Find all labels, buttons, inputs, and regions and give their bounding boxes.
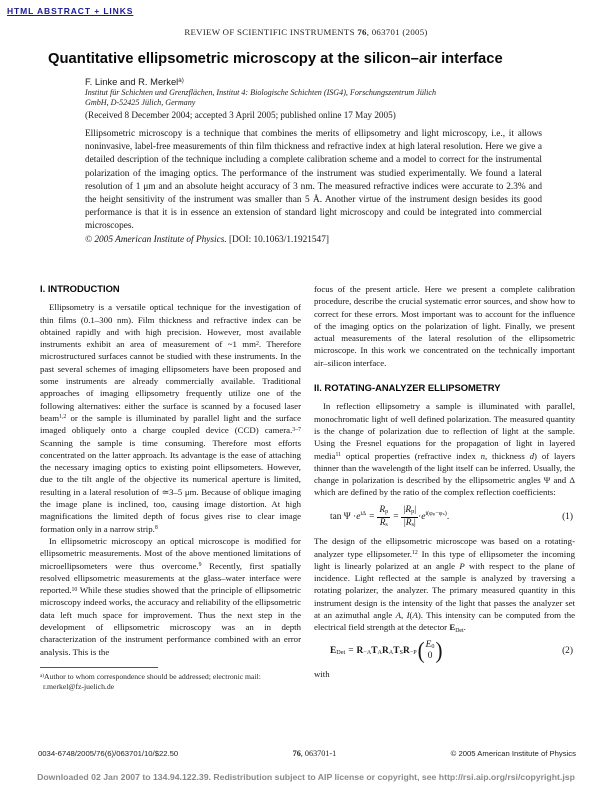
authors-line — [85, 76, 184, 87]
doi-text: [DOI: 10.1063/1.1921547] — [226, 234, 329, 245]
download-notice: Downloaded 02 Jan 2007 to 134.94.122.39. Redistribution subject to AIP license or copyright, see http://rsi.aip.org/rsi/copyright.jsp — [37, 772, 575, 782]
article-title: Quantitative ellipsometric microscopy at the silicon–air interface — [48, 51, 503, 67]
journal-name: REVIEW OF SCIENTIFIC INSTRUMENTS — [184, 27, 355, 37]
fraction: $\frac{R_p}{R_s}$ — [379, 504, 389, 529]
affiliation-line-1: Institut für Schichten und Grenzflächen, Institut 4: Biologische Schichten (ISG4), Forschungszentrum Jülich — [85, 88, 437, 97]
with-text: with — [314, 669, 330, 680]
fraction: $\frac{|R_p|}{|R_s|}$ — [403, 504, 417, 529]
section-heading-rotating-analyzer: II. ROTATING-ANALYZER ELLIPSOMETRY — [314, 382, 501, 394]
equation-2 — [314, 636, 575, 664]
html-abstract-links-link[interactable]: HTML ABSTRACT + LINKS — [7, 6, 134, 16]
copyright-doi-line — [85, 234, 542, 247]
received-dates-line: (Received 8 December 2004; accepted 3 April 2005; published online 17 May 2005) — [85, 110, 396, 120]
copyright-text: © 2005 American Institute of Physics. — [85, 234, 227, 245]
section2-paragraph-2: The design of the ellipsometric microscope was based on a rotating-analyzer type ellipsometer.$^{12}$ In this type of ellipsometer the incoming light is linearly polarized at an angle P with respect to the plane of incidence. Light reflected at the sample is analyzed by traversing a rotating polarizer, the analyzer. The primary measured quantity in this instrument design is the intensity of the light that passes the analyzer set at an azimuthal angle A, I(A). This intensity can be computed from the electrical field strength at the detector $E_{Det}$. — [314, 536, 576, 634]
section2-paragraph-1: In reflection ellipsometry a sample is illuminated with parallel, monochromatic light of well defined polarization. The measured quantity is the change of polarization due to reflection of light at the sample. Using the Fresnel equations for the propagation of light in layered media$^{11}$ optical properties (refractive index n, thickness d) of layers thinner than the wavelength of the light itself can be inferred. Usually, the change in polarization is described by the ellipsometric angles Ψ and Δ which are defined by the ratio of the complex reflection coefficients: — [314, 401, 575, 498]
journal-header — [0, 27, 612, 37]
abstract-text: Ellipsometric microscopy is a technique that combines the merits of ellipsometry and light microscopy, i.e., it allows noninvasive, label-free measurements of thin film thickness and refractive index at high lateral resolution. Here we give a detailed description of the technique including a complete calibration scheme and a model to correct for the instrumental polarization of the imaging optics. The performance of the instrument was studied experimentally. We found a lateral resolution of 1 μm and an absolute height accuracy of 3 nm. The measured refractive indices were accurate to 2.3% and the height sensitivity of the instrument was smaller than 5 Å. Another virtue of the instrument design besides its good performance is that it is in essence an extension of standard light microscopy and could be integrated into commercial microscopes. — [85, 129, 542, 232]
equation-number: (2) — [562, 645, 573, 656]
left-paren: ( — [417, 636, 425, 664]
footer-copyright: © 2005 American Institute of Physics — [450, 749, 576, 758]
footnote-rule — [40, 667, 158, 668]
affiliation — [85, 88, 436, 108]
footnote-email: r.merkel@fz-juelich.de — [43, 681, 115, 691]
column-vector: ( $E_0$ 0 ) — [417, 636, 443, 664]
author-names: F. Linke and R. Merkel — [85, 76, 179, 87]
author-footnote — [40, 667, 301, 691]
equation-1-body: tan Ψ · e $^{i\Delta}$ = $\frac{R_p}{R_s}$ = $\frac{|R_p|}{|R_s|}$ · e $^{i(\varphi_p-\varphi_s)}$ . — [330, 504, 450, 529]
equation-1 — [314, 505, 575, 530]
section-heading-introduction: I. INTRODUCTION — [40, 283, 120, 294]
footnote-mark: a) — [40, 672, 44, 679]
footnote-body: Author to whom correspondence should be addressed; electronic mail: — [43, 671, 261, 681]
right-paren: ) — [435, 636, 443, 664]
affiliation-line-2: GmbH, D-52425 Jülich, Germany — [85, 97, 196, 107]
equation-number: (1) — [562, 511, 573, 522]
page-footer — [38, 749, 576, 758]
footnote-text — [40, 672, 301, 691]
footer-page-number: 76, 063701-1 — [292, 749, 337, 758]
journal-volume: 76 — [357, 27, 367, 37]
equation-2-body: E $_{Det}$ = R $_{-A}$ T $_A$ R $_A$ T $_S$ R $_{-P}$ ( $E_0$ 0 ) — [330, 636, 443, 664]
author-note-mark: a) — [178, 77, 184, 85]
right-column — [314, 283, 575, 691]
abstract-block — [85, 128, 542, 247]
intro-paragraph-2: In ellipsometric microscopy an optical microscope is modified for ellipsometric measurements. Most of the above mentioned limitations of microellipsometers were thus overcome.$^9$ Recently, first spatially resolved ellipsometric measurements at the glass–water interface were reported.$^{10}$ While these studies showed that the principle of ellipsometric microscopy indeed works, the accuracy and reliability of the ellipsometric data left much space for improvement. Thus the next step in the development of ellipsometric microscopy was an in depth characterization of the instrument performance combined with an error analysis. This is the — [40, 535, 301, 657]
continuation-paragraph: focus of the present article. Here we present a complete calibration procedure, describe the crucial systematic error sources, and show how to correct for these errors. Most important was to account for the influence of the imaging optics on the polarization of light. Finally, we present actual measurements of the lateral resolution of the ellipsometric microscope. In this work we concentrated on the technically important air–silicon interface. — [314, 284, 575, 368]
footer-issn-code: 0034-6748/2005/76(6)/063701/10/$22.50 — [38, 749, 179, 758]
intro-paragraph-1: Ellipsometry is a versatile optical technique for the investigation of thin films (0.1–300 nm). Film thickness and refractive index can be obtained rapidly and with high precision. However, most available instruments exhibit an area of measurement of ~1 $mm^2$. Therefore microstructured surfaces cannot be studied with these instruments. In the past several schemes of imaging ellipsometers have been proposed and some instruments are already commercially available. Traditional approaches of imaging ellipsometry frequently utilize one of the following alternatives: either the surface is scanned by a focused laser beam$^{1,2}$ or the sample is illuminated by parallel light and the surface imaged obliquely onto a charge coupled device (CCD) camera.$^{3-7}$ Scanning the sample is time consuming. Therefore most efforts concentrated on the latter approach. Its advantage is the ease of attaching the necessary imaging optics to existing point ellipsometers. However, due to the tilt angle of the objective its numerical aperture is limited, resulting in a lateral resolution of ≃3–5 μm. Because of oblique imaging the image plane is inclined, too, causing image distortion. At high magnifications the limited depth of focus gives rise to clear image formation only in a narrow strip.$^8$ — [40, 302, 301, 534]
left-column — [40, 283, 301, 691]
journal-issue-info: , 063701 (2005) — [366, 27, 428, 37]
body-columns — [40, 283, 575, 691]
